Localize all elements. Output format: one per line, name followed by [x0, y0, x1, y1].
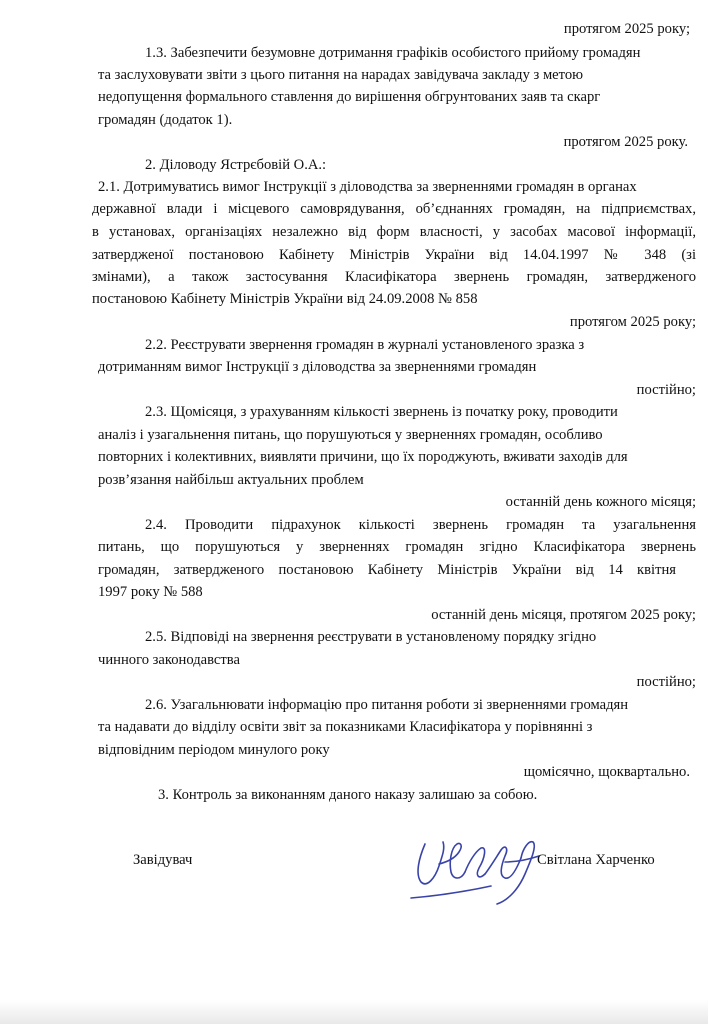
deadline-text: протягом 2025 року;	[569, 314, 696, 330]
paragraph-1-3-line: та заслуховувати звіти з цього питання на нарадах завідувача закладу з метою	[98, 67, 584, 83]
paragraph-2-3-line: 2.3. Щомісяця, з урахуванням кількості звернень із початку року, проводити	[145, 404, 618, 420]
section-2-heading: 2. Діловоду Ястрєбовій О.А.:	[145, 157, 327, 173]
scan-edge-shadow	[0, 1000, 708, 1024]
signatory-name: Світлана Харченко	[537, 852, 655, 868]
deadline-text: протягом 2025 року;	[563, 21, 690, 37]
paragraph-2-2-line: дотриманням вимог Інструкції з діловодства за зверненнями громадян	[98, 359, 537, 375]
deadline-text: щомісячно, щоквартально.	[523, 764, 690, 780]
paragraph-2-2-line: 2.2. Реєструвати звернення громадян в журналі установленого зразка з	[145, 337, 585, 353]
paragraph-2-1-line: постановою Кабінету Міністрів України від 24.09.2008 № 858	[92, 291, 478, 307]
paragraph-2-1-line: змінами), а також застосування Класифікатора звернень громадян, затвердженого	[92, 269, 696, 285]
paragraph-2-3-line: розв’язання найбільш актуальних проблем	[98, 472, 364, 488]
signatory-position: Завідувач	[133, 852, 193, 868]
paragraph-1-3-line: 1.3. Забезпечити безумовне дотримання графіків особистого прийому громадян	[145, 45, 641, 61]
paragraph-2-6-line: відповідним періодом минулого року	[98, 742, 330, 758]
paragraph-2-4-line: 1997 року № 588	[98, 584, 203, 600]
deadline-text: останній день кожного місяця;	[505, 494, 696, 510]
paragraph-2-6-line: 2.6. Узагальнювати інформацію про питання роботи зі зверненнями громадян	[145, 697, 629, 713]
paragraph-2-1-line: державної влади і місцевого самоврядування, об’єднаннях громадян, на підприємствах,	[92, 201, 696, 217]
deadline-text: постійно;	[636, 674, 696, 690]
paragraph-2-4-line: громадян, затвердженого постановою Кабінету Міністрів України від 14 квітня	[98, 562, 676, 578]
paragraph-2-3-line: аналіз і узагальнення питань, що порушуються у зверненнях громадян, особливо	[98, 427, 603, 443]
paragraph-2-1-line: 2.1. Дотримуватись вимог Інструкції з діловодства за зверненнями громадян в органах	[98, 179, 637, 195]
deadline-text: постійно;	[636, 382, 696, 398]
paragraph-3-line: 3. Контроль за виконанням даного наказу залишаю за собою.	[158, 787, 538, 803]
paragraph-1-3-line: недопущення формального ставлення до вирішення обгрунтованих заяв та скарг	[98, 89, 601, 105]
paragraph-2-3-line: повторних і колективних, виявляти причини, що їх породжують, вживати заходів для	[98, 449, 628, 465]
deadline-text: останній день місяця, протягом 2025 року;	[431, 607, 696, 623]
paragraph-1-3-line: громадян (додаток 1).	[98, 112, 233, 128]
handwritten-signature	[405, 818, 555, 910]
paragraph-2-4-line: питань, що порушуються у зверненнях громадян згідно Класифікатора звернень	[98, 539, 696, 555]
paragraph-2-1-line: затвердженої постановою Кабінету Міністрів України від 14.04.1997 № 348 (зі	[92, 247, 696, 263]
deadline-text: протягом 2025 року.	[563, 134, 688, 150]
paragraph-2-1-line: в установах, організаціях незалежно від форм власності, у засобах масової інформації,	[92, 224, 696, 240]
paragraph-2-4-line: 2.4. Проводити підрахунок кількості звернень громадян та узагальнення	[145, 517, 696, 533]
paragraph-2-6-line: та надавати до відділу освіти звіт за показниками Класифікатора у порівнянні з	[98, 719, 593, 735]
paragraph-2-5-line: чинного законодавства	[98, 652, 240, 668]
paragraph-2-5-line: 2.5. Відповіді на звернення реєструвати в установленому порядку згідно	[145, 629, 597, 645]
